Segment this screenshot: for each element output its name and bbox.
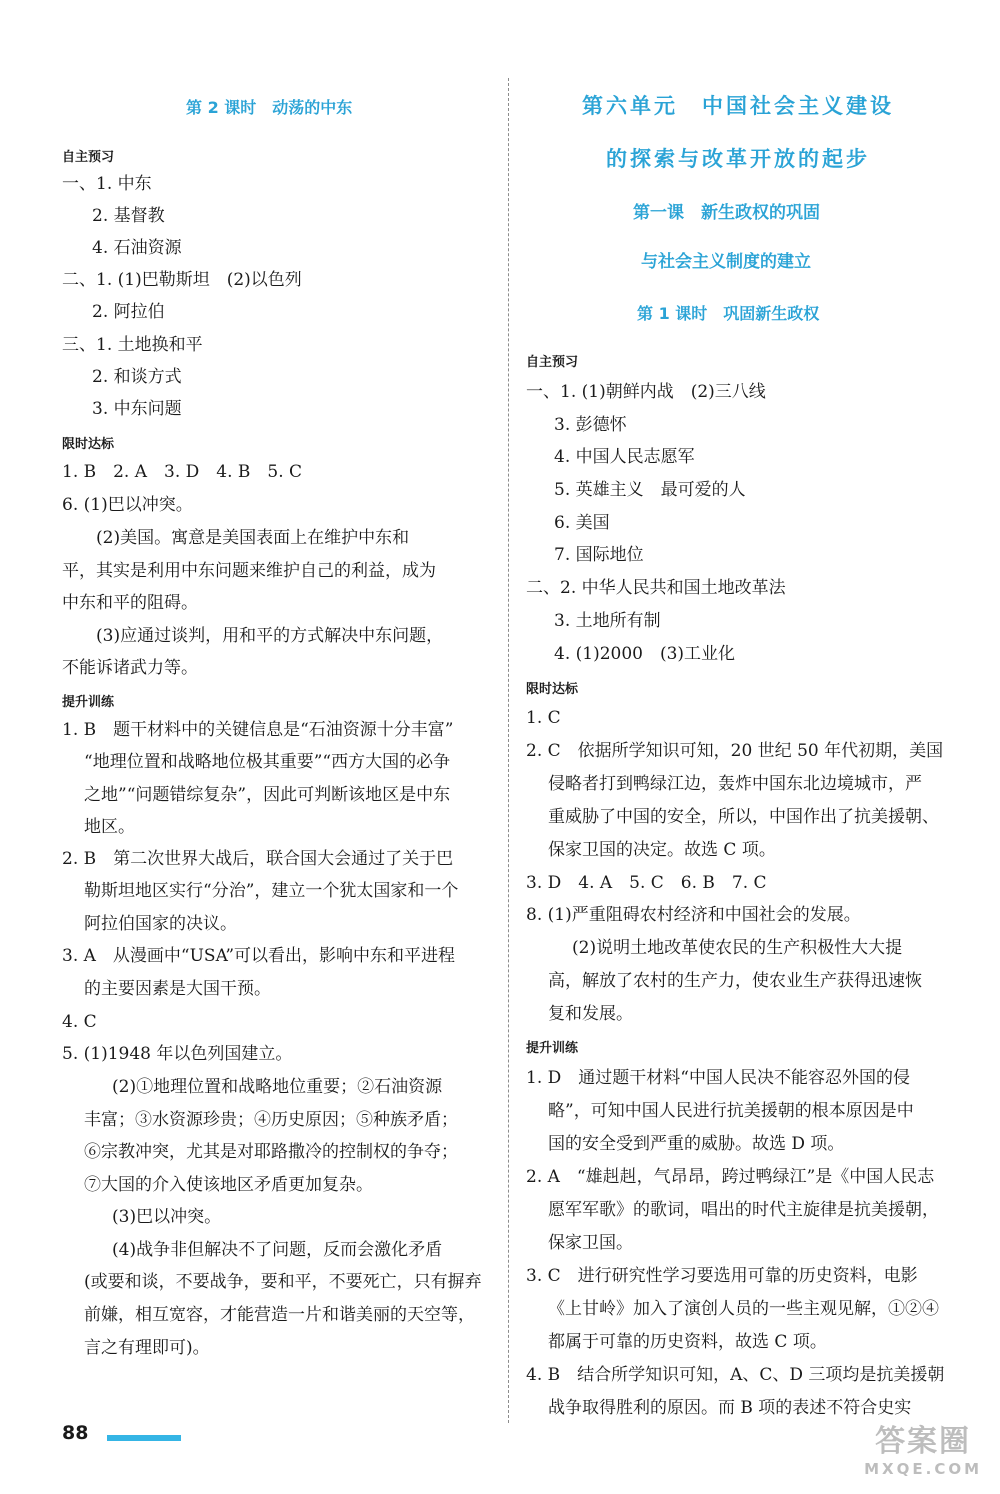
left-line: 4. 石油资源	[92, 238, 182, 258]
page-number-accent-bar	[107, 1435, 181, 1441]
left-line: 三、1. 土地换和平	[62, 335, 203, 355]
left-line: 一、1. 中东	[62, 174, 152, 194]
right-lesson-title: 第 1 课时 巩固新生政权	[637, 304, 820, 323]
right-line: 复和发展。	[548, 1004, 633, 1024]
right-line: 3. 彭德怀	[554, 415, 627, 435]
right-line: 5. 英雄主义 最可爱的人	[554, 480, 746, 500]
right-line: (2)说明土地改革使农民的生产积极性大大提	[572, 938, 903, 958]
column-divider	[508, 78, 509, 1423]
left-line: (4)战争非但解决不了问题，反而会激化矛盾	[112, 1240, 443, 1260]
right-line: 都属于可靠的历史资料，故选 C 项。	[548, 1332, 827, 1352]
left-line: 勒斯坦地区实行“分治”，建立一个犹太国家和一个	[84, 881, 459, 901]
left-line: 6. (1)巴以冲突。	[62, 495, 193, 515]
right-line: 略”，可知中国人民进行抗美援朝的根本原因是中	[548, 1101, 914, 1121]
right-line: 3. D 4. A 5. C 6. B 7. C	[526, 873, 767, 893]
right-line: 2. C 依据所学知识可知，20 世纪 50 年代初期，美国	[526, 741, 944, 761]
right-line: 1. D 通过题干材料“中国人民决不能容忍外国的侵	[526, 1068, 910, 1088]
left-line: 1. B 2. A 3. D 4. B 5. C	[62, 462, 303, 482]
right-line: 1. C	[526, 708, 561, 728]
left-line: 3. A 从漫画中“USA”可以看出，影响中东和平进程	[62, 946, 456, 966]
left-line: 中东和平的阻碍。	[62, 593, 198, 613]
left-line: 1. B 题干材料中的关键信息是“石油资源十分丰富”	[62, 720, 454, 740]
watermark-logo	[864, 1416, 982, 1478]
unit-title-line2: 的探索与改革开放的起步	[606, 147, 870, 171]
left-line: “地理位置和战略地位极其重要”“西方大国的必争	[84, 752, 451, 772]
right-line: 国的安全受到严重的威胁。故选 D 项。	[548, 1134, 845, 1154]
left-line: 地区。	[84, 817, 135, 837]
right-line: 3. 土地所有制	[554, 611, 661, 631]
left-line: 2. 基督教	[92, 206, 165, 226]
left-line: 平，其实是利用中东问题来维护自己的利益，成为	[62, 561, 436, 581]
left-line: 之地”“问题错综复杂”，因此可判断该地区是中东	[84, 785, 451, 805]
right-line: 一、1. (1)朝鲜内战 (2)三八线	[526, 382, 766, 402]
left-section-improve: 提升训练	[62, 695, 115, 710]
right-line: 高，解放了农村的生产力，使农业生产获得迅速恢	[548, 971, 922, 991]
right-section-improve: 提升训练	[526, 1041, 579, 1056]
course-title-line2: 与社会主义制度的建立	[641, 252, 811, 272]
left-line: 5. (1)1948 年以色列国建立。	[62, 1044, 293, 1064]
right-section-preview: 自主预习	[526, 355, 579, 370]
right-section-timed: 限时达标	[526, 682, 579, 697]
left-section-preview: 自主预习	[62, 150, 115, 165]
watermark-url: MXQE.COM	[864, 1460, 982, 1478]
left-line: 3. 中东问题	[92, 399, 182, 419]
right-line: 6. 美国	[554, 513, 610, 533]
left-line: ⑦大国的介入使该地区矛盾更加复杂。	[84, 1175, 373, 1195]
left-line: 2. B 第二次世界大战后，联合国大会通过了关于巴	[62, 849, 454, 869]
right-line: 4. (1)2000 (3)工业化	[554, 644, 736, 664]
left-section-timed: 限时达标	[62, 437, 115, 452]
right-line: 《上甘岭》加入了演创人员的一些主观见解，①②④	[548, 1299, 939, 1319]
right-line: 保家卫国。	[548, 1233, 633, 1253]
left-line: 2. 阿拉伯	[92, 302, 165, 322]
left-line: 前嫌，相互宽容，才能营造一片和谐美丽的天空等，	[84, 1305, 475, 1325]
left-line: (2)美国。寓意是美国表面上在维护中东和	[96, 528, 410, 548]
left-line: 的主要因素是大国干预。	[84, 979, 271, 999]
left-lesson-title: 第 2 课时 动荡的中东	[186, 98, 353, 117]
left-line: (2)①地理位置和战略地位重要；②石油资源	[112, 1077, 443, 1097]
unit-title-line1: 第六单元 中国社会主义建设	[582, 94, 894, 118]
watermark-text: 答案圈	[875, 1424, 972, 1459]
left-line: (或要和谈，不要战争，要和平，不要死亡，只有摒弃	[84, 1272, 482, 1292]
left-line: 不能诉诸武力等。	[62, 658, 198, 678]
left-line: 2. 和谈方式	[92, 367, 182, 387]
course-title-line1: 第一课 新生政权的巩固	[633, 203, 820, 223]
right-line: 2. A “雄赳赳，气昂昂，跨过鸭绿江”是《中国人民志	[526, 1167, 935, 1187]
right-line: 4. B 结合所学知识可知，A、C、D 三项均是抗美援朝	[526, 1365, 945, 1385]
page-number: 88	[62, 1422, 89, 1444]
right-line: 重威胁了中国的安全，所以，中国作出了抗美援朝、	[548, 807, 939, 827]
right-line: 侵略者打到鸭绿江边，轰炸中国东北边境城市，严	[548, 774, 922, 794]
left-line: ⑥宗教冲突，尤其是对耶路撒冷的控制权的争夺；	[84, 1142, 458, 1162]
right-line: 4. 中国人民志愿军	[554, 447, 695, 467]
left-line: 阿拉伯国家的决议。	[84, 914, 237, 934]
right-line: 保家卫国的决定。故选 C 项。	[548, 840, 776, 860]
left-line: 4. C	[62, 1012, 97, 1032]
right-line: 二、2. 中华人民共和国土地改革法	[526, 578, 786, 598]
left-line: 丰富；③水资源珍贵；④历史原因；⑤种族矛盾；	[84, 1110, 458, 1130]
right-line: 3. C 进行研究性学习要选用可靠的历史资料，电影	[526, 1266, 918, 1286]
right-line: 愿军军歌》的歌词，唱出的时代主旋律是抗美援朝，	[548, 1200, 939, 1220]
left-line: (3)巴以冲突。	[112, 1207, 222, 1227]
left-line: 言之有理即可)。	[84, 1338, 210, 1358]
right-line: 7. 国际地位	[554, 545, 644, 565]
right-line: 8. (1)严重阻碍农村经济和中国社会的发展。	[526, 905, 861, 925]
left-line: 二、1. (1)巴勒斯坦 (2)以色列	[62, 270, 302, 290]
left-line: (3)应通过谈判，用和平的方式解决中东问题，	[96, 626, 444, 646]
right-line: 战争取得胜利的原因。而 B 项的表述不符合史实	[548, 1398, 912, 1418]
